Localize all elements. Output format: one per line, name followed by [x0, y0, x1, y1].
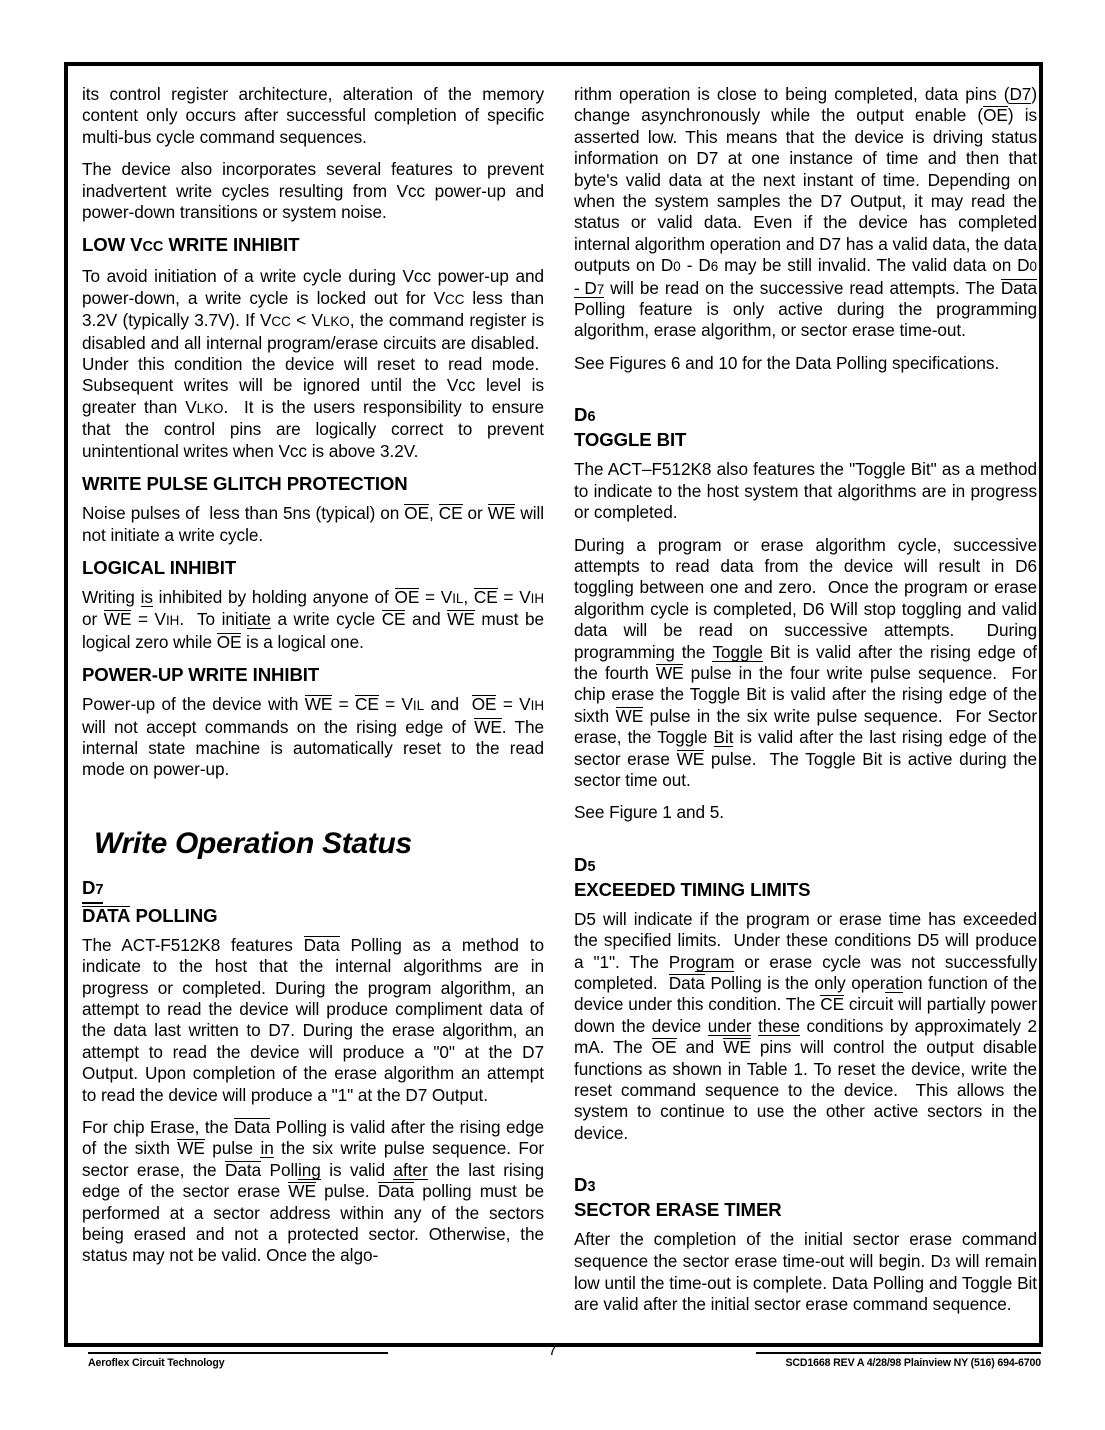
- signal-we-overline: WE: [447, 609, 475, 630]
- d5-label-block: [574, 854, 1037, 878]
- signal-oe-overline: OE: [471, 694, 497, 715]
- signal-we-overline: WE: [615, 705, 644, 726]
- d3-subscript: 3: [587, 1179, 596, 1196]
- signal-oe-overline: OE: [394, 586, 420, 607]
- footer-document-info: SCD1668 REV A 4/28/98 Plainview NY (516) 694-6700: [756, 1352, 1041, 1369]
- signal-ce-overline: CE: [381, 609, 406, 630]
- paragraph-exceeded-timing-limits: D5 will indicate if the program or erase time has exceeded the specified limits. Under these conditions D5 will produce a "1". The Program or erase cycle was not successfully completed. Data Polling is the only operation function of the device under this condition. The CE circuit will partially power down the device under these conditions by approximately 2 mA. The OE and WE pins will control the output disable functions as shown in Table 1. To reset the device, write the reset command sequence to the device. This allows the system to continue to use the other active sectors in the device.: [574, 908, 1038, 1143]
- signal-we-overline: WE: [676, 748, 705, 769]
- paragraph-data-polling-2: For chip Erase, the Data Polling is valid after the rising edge of the sixth WE pulse in the six write pulse sequence. For sector erase, the Data Polling is valid after the last rising edge of the sector erase WE pulse. Data polling must be performed at a sector address within any of the sectors being erased and not a protected sector. Otherwise, the status may not be valid. Once the algo-: [82, 1117, 545, 1266]
- signal-ce-overline: CE: [473, 586, 498, 607]
- paragraph-see-figures-6-10: See Figures 6 and 10 for the Data Polling specifications.: [574, 352, 1000, 373]
- paragraph-write-pulse-glitch-protection: Noise pulses of less than 5ns (typical) on OE, CE or WE will not initiate a write cycle.: [82, 503, 545, 545]
- data-overline: Data: [668, 973, 705, 993]
- paragraph-low-vcc-write-inhibit: To avoid initiation of a write cycle during Vcc power-up and power-down, a write cycle is locked out for VCC less than 3.2V (typically 3.7V). If VCC < VLKO, the command register is disabled and all internal program/erase circuits are disabled. Under this condition the device will reset to read mode. Subsequent writes will be ignored until the Vcc level is greater than VLKO. It is the users responsibility to ensure that the control pins are logically correct to prevent unintentional writes when Vcc is above 3.2V.: [82, 266, 544, 461]
- data-overline: Data: [303, 934, 340, 955]
- d7-label: D7: [82, 877, 103, 904]
- paragraph-data-polling-1: The ACT-F512K8 features Data Polling as a method to indicate to the host that the internal algorithms are in progress or completed. During the program algorithm, an attempt to read the device will produce compliment data of the data last written to D7. During the erase algorithm, an attempt to read the device will produce a "0" at the D7 Output. Upon completion of the erase algorithm an attempt to read the device will produce a "1" at the D7 Output.: [82, 934, 545, 1105]
- d3-label: D3: [574, 1174, 596, 1196]
- d7-underline: D7: [1009, 84, 1032, 104]
- signal-oe-overline: OE: [404, 503, 430, 524]
- signal-oe-overline: OE: [216, 631, 242, 652]
- signal-we-overline: WE: [177, 1138, 205, 1159]
- d6-label-block: [574, 404, 1037, 428]
- page-footer: [0, 1342, 1105, 1392]
- signal-we-overline: WE: [655, 662, 684, 683]
- d7-subscript: 7: [95, 881, 104, 898]
- page-title-write-operation-status: Write Operation Status: [94, 826, 412, 860]
- paragraph-data-polling-continued: rithm operation is close to being completed, data pins (D7) change asynchronously while the output enable (OE) is asserted low. This means that the device is driving status information on D7 at one instance of time and then that byte's valid data at the next instant of time. Depending on when the system samples the D7 Output, it may read the status or valid data. Even if the device has completed internal algorithm operation and D7 has a valid data, the data outputs on D0 - D6 may be still invalid. The valid data on D0 - D7 will be read on the successive read attempts. The Data Polling feature is only active during the programming algorithm, erase algorithm, or sector erase time-out.: [574, 84, 1038, 341]
- data-overline: Data: [234, 1117, 271, 1137]
- paragraph-power-up-write-inhibit: Power-up of the device with WE = CE = VIL and OE = VIH will not accept commands on the rising edge of WE. The internal state machine is automatically reset to the read mode on power-up.: [82, 694, 544, 780]
- page-content: [82, 84, 1037, 1316]
- vcc-subscript: CC: [142, 239, 164, 256]
- signal-ce-overline: CE: [438, 503, 463, 524]
- signal-we-overline: WE: [723, 1037, 751, 1058]
- signal-ce-overline: CE: [355, 694, 379, 715]
- paragraph-see-figure-1-5: See Figure 1 and 5.: [574, 802, 725, 823]
- signal-we-overline: WE: [304, 694, 333, 715]
- d7-label-block: [82, 877, 544, 904]
- signal-we-overline: WE: [288, 1181, 316, 1202]
- paragraph-sector-erase-timer: After the completion of the initial sector erase command sequence the sector erase time-out will begin. D3 will remain low until the time-out is complete. Data Polling and Toggle Bit are valid after the initial sector erase command sequence.: [574, 1229, 1037, 1315]
- signal-oe-overline: OE: [983, 105, 1008, 126]
- data-overline: Data: [377, 1181, 414, 1202]
- paragraph-toggle-bit-2: During a program or erase algorithm cycle, successive attempts to read data from the device will result in D6 toggling between one and zero. Once the program or erase algorithm cycle is completed, D6 Will stop toggling and valid data will be read on successive attempts. During programming the Toggle Bit is valid after the rising edge of the fourth WE pulse in the four write pulse sequence. For chip erase the Toggle Bit is valid after the rising edge of the sixth WE pulse in the six write pulse sequence. For Sector erase, the Toggle Bit is valid after the last rising edge of the sector erase WE pulse. The Toggle Bit is active during the sector time out.: [574, 534, 1037, 790]
- d6-label: D6: [574, 404, 596, 426]
- d5-subscript: 5: [587, 858, 596, 875]
- d6-subscript: 6: [587, 409, 596, 426]
- paragraph-logical-inhibit: Writing is inhibited by holding anyone of OE = VIL, CE = VIH or WE = VIH. To initiate a write cycle CE and WE must be logical zero while OE is a logical one.: [82, 586, 545, 652]
- heading-toggle-bit: TOGGLE BIT: [574, 429, 687, 451]
- heading-write-pulse-glitch-protection: WRITE PULSE GLITCH PROTECTION: [82, 473, 408, 495]
- signal-we-overline: WE: [487, 503, 516, 524]
- heading-exceeded-timing-limits: EXCEEDED TIMING LIMITS: [574, 878, 811, 900]
- heading-low-vcc-write-inhibit: LOW VCC WRITE INHIBIT: [82, 234, 300, 256]
- footer-company: Aeroflex Circuit Technology: [88, 1352, 388, 1369]
- data-overline: Data: [225, 1159, 262, 1180]
- heading-data-polling: DATA POLLING: [82, 904, 218, 926]
- data-overline: Data: [1000, 277, 1037, 298]
- footer-page-number: 7: [548, 1342, 557, 1359]
- signal-we-overline: WE: [474, 716, 502, 737]
- paragraph-intro-2: The device also incorporates several features to prevent inadvertent write cycles resulting from Vcc power-up and power-down transitions or system noise.: [82, 159, 544, 223]
- heading-power-up-write-inhibit: POWER-UP WRITE INHIBIT: [82, 664, 320, 686]
- heading-logical-inhibit: LOGICAL INHIBIT: [82, 556, 237, 578]
- data-overline: DATA: [82, 904, 131, 926]
- signal-we-overline: WE: [103, 609, 132, 630]
- left-column: [82, 84, 544, 1267]
- signal-ce-overline: CE: [820, 994, 844, 1015]
- d3-label-block: [574, 1174, 1037, 1198]
- right-column: [574, 84, 1037, 1316]
- heading-sector-erase-timer: SECTOR ERASE TIMER: [574, 1199, 782, 1221]
- d5-label: D5: [574, 853, 596, 875]
- signal-oe-overline: OE: [651, 1037, 677, 1058]
- paragraph-intro-1: its control register architecture, alteration of the memory content only occurs after successful completion of specific multi-bus cycle command sequences.: [82, 84, 544, 147]
- paragraph-toggle-bit-1: The ACT–F512K8 also features the "Toggle Bit" as a method to indicate to the host system that algorithms are in progress or completed.: [574, 459, 1037, 523]
